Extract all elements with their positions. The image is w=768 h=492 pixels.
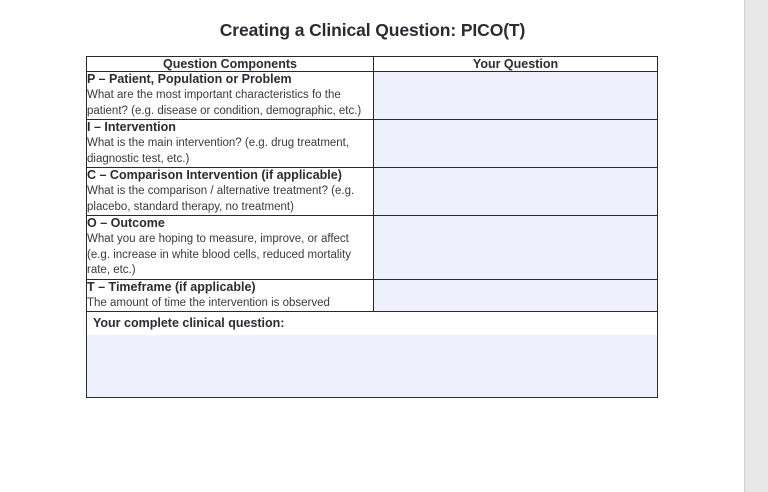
- answer-cell-intervention[interactable]: [374, 120, 658, 168]
- component-cell-comparison: [87, 168, 374, 216]
- viewer-right-margin: [744, 0, 768, 492]
- component-cell-timeframe: [87, 279, 374, 312]
- component-cell-intervention: [87, 120, 374, 168]
- complete-question-label: Your complete clinical question:: [87, 312, 657, 335]
- table-row-final: [87, 312, 658, 398]
- component-description: The amount of time the intervention is observed: [87, 296, 330, 309]
- component-cell-patient: [87, 72, 374, 120]
- component-title: C – Comparison Intervention (if applicable): [87, 168, 342, 182]
- page-title: Creating a Clinical Question: PICO(T): [219, 20, 526, 40]
- answer-cell-patient[interactable]: [374, 72, 658, 120]
- component-description: What is the comparison / alternative treatment? (e.g. placebo, standard therapy, no treatment): [87, 185, 355, 213]
- answer-cell-outcome[interactable]: [374, 216, 658, 280]
- table-row: [87, 279, 658, 312]
- component-description: What you are hoping to measure, improve, or affect (e.g. increase in white blood cells, reduced mortality rate, etc.): [87, 233, 351, 276]
- table-header-row: [87, 57, 658, 72]
- complete-question-cell: [87, 312, 658, 398]
- answer-cell-comparison[interactable]: [374, 168, 658, 216]
- table-row: [87, 216, 658, 280]
- pico-table: [86, 56, 658, 398]
- column-header-question-components: Question Components: [87, 57, 374, 72]
- component-description: What is the main intervention? (e.g. drug treatment, diagnostic test, etc.): [87, 137, 350, 165]
- table-row: [87, 168, 658, 216]
- table-row: [87, 120, 658, 168]
- answer-cell-timeframe[interactable]: [374, 279, 658, 312]
- column-header-your-question: Your Question: [374, 57, 658, 72]
- component-title: P – Patient, Population or Problem: [87, 72, 292, 86]
- table-row: [87, 72, 658, 120]
- component-title: O – Outcome: [87, 216, 165, 230]
- component-title: I – Intervention: [87, 120, 176, 134]
- component-description: What are the most important characteristics fo the patient? (e.g. disease or condition, demographic, etc.): [87, 89, 362, 117]
- component-cell-outcome: [87, 216, 374, 280]
- complete-question-answer-area[interactable]: [87, 335, 657, 397]
- component-title: T – Timeframe (if applicable): [87, 279, 256, 294]
